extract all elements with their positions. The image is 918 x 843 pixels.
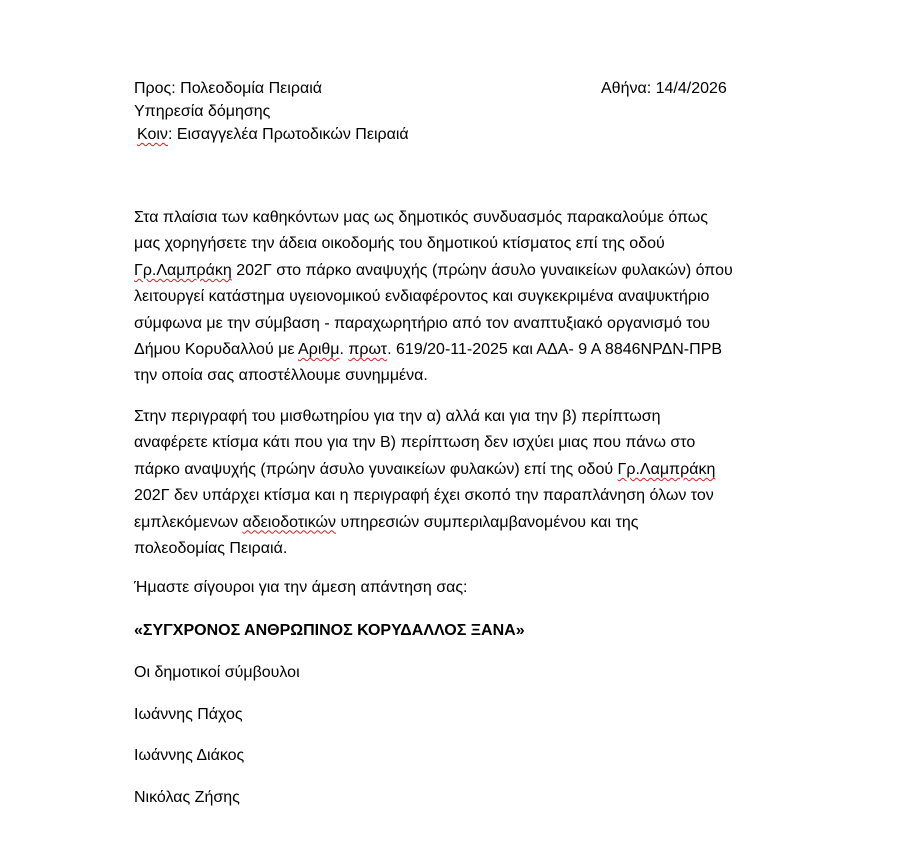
abbrev-number: Αριθμ <box>298 341 340 359</box>
signatory-name: Ιωάννης Πάχος <box>134 706 243 723</box>
paragraph-line: 202Γ δεν υπάρχει κτίσμα και η περιγραφή έχει σκοπό την παραπλάνηση όλων τον <box>134 487 714 505</box>
paragraph-line: λειτουργεί κατάστημα υγειονομικού ενδιαφέροντος και συγκεκριμένα αναψυκτήριο <box>134 288 710 306</box>
paragraph-request <box>134 205 794 390</box>
paragraph-text: υπηρεσιών συμπεριλαμβανομένου και της <box>336 513 639 531</box>
paragraph-line <box>134 510 794 536</box>
cc-line <box>137 125 409 145</box>
paragraph-description <box>134 404 794 562</box>
paragraph-text: . 619/20-11-2025 και ΑΔΑ- 9 Α 8846ΝΡΔΝ-ΠΡΒ <box>387 341 723 359</box>
paragraph-line <box>134 337 794 363</box>
abbrev-protocol: πρωτ <box>348 341 388 359</box>
signatories-label: Οι δημοτικοί σύμβουλοι <box>134 664 300 681</box>
street-name: Γρ.Λαμπράκη <box>134 261 232 279</box>
paragraph-line <box>134 258 794 284</box>
signatory-name: Ιωάννης Διάκος <box>134 747 245 764</box>
closing-sentence: Ήμαστε σίγουροι για την άμεση απάντηση σας: <box>134 579 468 596</box>
paragraph-text: πάρκο αναψυχής (πρώην άσυλο γυναικείων φυλακών) επί της οδού <box>134 460 618 478</box>
paragraph-text: Δήμου Κορυδαλλού με <box>134 341 299 359</box>
paragraph-line <box>134 457 794 483</box>
paragraph-line: μας χορηγήσετε την άδεια οικοδομής του δημοτικού κτίσματος επί της οδού <box>134 235 665 253</box>
paragraph-line: Στα πλαίσια των καθηκόντων μας ως δημοτικός συνδυασμός παρακαλούμε όπως <box>134 209 708 226</box>
paragraph-text: εμπλεκόμενων <box>134 513 243 531</box>
licensing-word: αδειοδοτικών <box>242 513 337 531</box>
cc-prefix: Κοιν <box>137 126 168 143</box>
paragraph-text: . <box>339 341 349 359</box>
paragraph-text: 202Γ στο πάρκο αναψυχής (πρώην άσυλο γυναικείων φυλακών) όπου <box>231 261 733 279</box>
street-name: Γρ.Λαμπράκη <box>617 460 716 478</box>
recipient-line: Προς: Πολεοδομία Πειραιά <box>134 80 323 97</box>
paragraph-line: την οποία σας αποστέλλουμε συνημμένα. <box>134 367 428 385</box>
paragraph-line: πολεοδομίας Πειραιά. <box>134 540 288 558</box>
paragraph-line: σύμφωνα με την σύμβαση - παραχωρητήριο από τον αναπτυξιακό οργανισμό του <box>134 314 711 332</box>
paragraph-line: αναφέρετε κτίσμα κάτι που για την Β) περίπτωση δεν ισχύει μιας που πάνω στο <box>134 434 696 452</box>
letter-date: Αθήνα: 14/4/2026 <box>601 80 727 97</box>
signatory-name: Νικόλας Ζήσης <box>134 789 240 806</box>
service-line: Υπηρεσία δόμησης <box>134 103 271 120</box>
paragraph-line: Στην περιγραφή του μισθωτηρίου για την α) αλλά και για την β) περίπτωση <box>134 408 661 425</box>
slogan: «ΣΥΓΧΡΟΝΟΣ ΑΝΘΡΩΠΙΝΟΣ ΚΟΡΥΔΑΛΛΟΣ ΞΑΝΑ» <box>134 622 525 639</box>
cc-recipient: : Εισαγγελέα Πρωτοδικών Πειραιά <box>167 126 409 143</box>
